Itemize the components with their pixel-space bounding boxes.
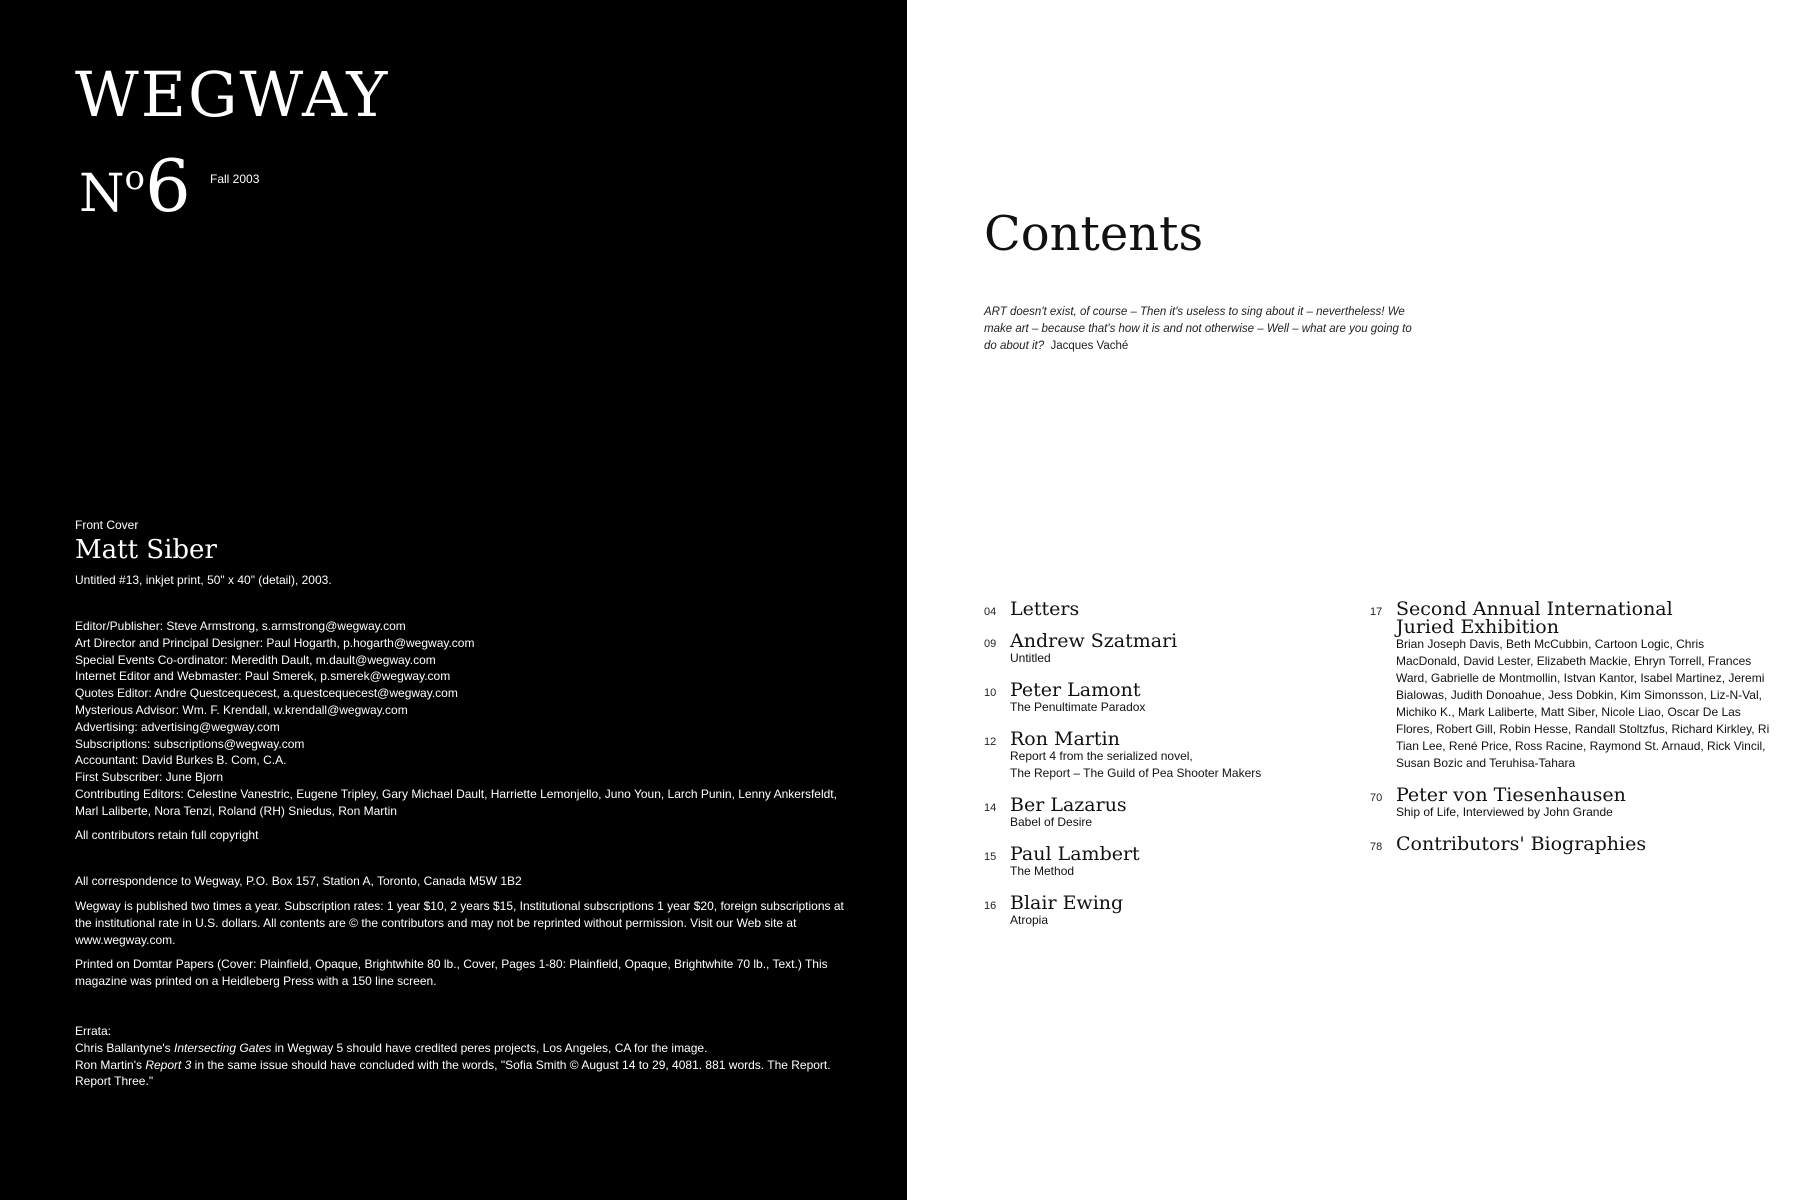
toc-entry-title: Ber Lazarus — [1010, 794, 1127, 816]
toc-page-number: 10 — [984, 687, 997, 699]
toc-entry[interactable] — [984, 600, 1324, 618]
front-cover-label: Front Cover — [75, 518, 139, 532]
toc-entry-title: Ron Martin — [1010, 728, 1120, 750]
correspondence-address: All correspondence to Wegway, P.O. Box 157, Station A, Toronto, Canada M5W 1B2 — [75, 874, 522, 888]
errata-text: in the same issue should have concluded with the words, "Sofia Smith © August 14 to 29, 4081. 881 words. The Report. Report Three." — [75, 1057, 831, 1089]
toc-page-number: 17 — [1370, 606, 1383, 618]
toc-entry-subtitle: Report 4 from the serialized novel, — [1010, 749, 1193, 763]
staff-line: Mysterious Advisor: Wm. F. Krendall, w.krendall@wegway.com — [75, 702, 408, 717]
toc-entry[interactable] — [1370, 835, 1770, 853]
errata-title: Report 3 — [145, 1057, 192, 1072]
toc-entry[interactable] — [984, 681, 1324, 716]
toc-entry-subtitle: The Method — [1010, 864, 1075, 878]
toc-entry[interactable] — [984, 796, 1324, 831]
toc-page-number: 14 — [984, 802, 997, 814]
toc-entry[interactable] — [984, 894, 1324, 929]
toc-entry-title: Second Annual International Juried Exhibition — [1396, 598, 1673, 638]
staff-line: Advertising: advertising@wegway.com — [75, 719, 280, 734]
toc-page-number: 70 — [1370, 792, 1383, 804]
toc-entry[interactable] — [1370, 786, 1770, 821]
copyright-note: All contributors retain full copyright — [75, 828, 259, 842]
toc-page-number: 09 — [984, 638, 997, 650]
errata-text: Chris Ballantyne's — [75, 1040, 174, 1055]
toc-page-number: 15 — [984, 851, 997, 863]
issue-no-n: N — [79, 164, 125, 224]
toc-page-number: 04 — [984, 606, 997, 618]
staff-line: Contributing Editors: Celestine Vanestric, Eugene Tripley, Gary Michael Dault, Harriette Lemonjello, Juno Youn, Larch Punin, Lenny Ankersfeldt, Marl Laliberte, Nora Tenzi, Roland (RH) Sniedus, Ron Martin — [75, 786, 837, 818]
errata — [75, 1023, 855, 1090]
staff-line: Internet Editor and Webmaster: Paul Smerek, p.smerek@wegway.com — [75, 669, 451, 684]
errata-text: Ron Martin's — [75, 1057, 146, 1072]
toc-entry-title: Andrew Szatmari — [1010, 630, 1178, 652]
toc-entry-subtitle: Ship of Life, Interviewed by John Grande — [1396, 805, 1613, 819]
toc-column-left — [984, 600, 1324, 929]
toc-entry[interactable] — [984, 845, 1324, 880]
toc-column-right — [1370, 600, 1770, 853]
errata-line — [75, 1057, 855, 1091]
epigraph-author: Jacques Vaché — [1050, 340, 1129, 352]
staff-line: Editor/Publisher: Steve Armstrong, s.armstrong@wegway.com — [75, 619, 406, 633]
toc-entry-title: Peter Lamont — [1010, 679, 1141, 701]
staff-list — [75, 618, 855, 820]
toc-entry[interactable] — [984, 730, 1324, 782]
errata-title: Intersecting Gates — [174, 1040, 272, 1055]
toc-page-number: 78 — [1370, 841, 1383, 853]
staff-line: Special Events Co-ordinator: Meredith Dault, m.dault@wegway.com — [75, 652, 436, 667]
issue-no-o: o — [124, 158, 145, 198]
issue-num: 6 — [144, 144, 191, 228]
staff-line: Accountant: David Burkes B. Com, C.A. — [75, 753, 287, 768]
errata-text: in Wegway 5 should have credited peres projects, Los Angeles, CA for the image. — [271, 1040, 708, 1055]
staff-line: Art Director and Principal Designer: Paul Hogarth, p.hogarth@wegway.com — [75, 635, 475, 650]
staff-line: Quotes Editor: Andre Questcequecest, a.questcequecest@wegway.com — [75, 686, 458, 701]
toc-entry-title: Paul Lambert — [1010, 843, 1140, 865]
contents-page — [907, 0, 1800, 1200]
toc-entry-title: Blair Ewing — [1010, 892, 1124, 914]
magazine-title: WEGWAY — [75, 58, 390, 131]
cover-artist: Matt Siber — [75, 535, 217, 565]
toc-entry-subtitle: The Report – The Guild of Pea Shooter Makers — [1010, 766, 1262, 780]
cover-description: Untitled #13, inkjet print, 50" x 40" (detail), 2003. — [75, 573, 332, 587]
toc-entry-subtitle: Untitled — [1010, 651, 1051, 665]
toc-entry-subtitle: Atropia — [1010, 913, 1049, 927]
errata-label: Errata: — [75, 1024, 112, 1038]
toc-entry-subtitle: Brian Joseph Davis, Beth McCubbin, Cartoon Logic, Chris MacDonald, David Lester, Elizabeth Mackie, Ehryn Torrell, Frances Ward, Gabrielle de Montmollin, Istvan Kantor, Isabel Martinez, Jeremi Bialowas, Judith Donoahue, Jess Dobkin, Kim Simonsson, Liz-N-Val, Michiko K., Mark Laliberte, Matt Siber, Nicole Liao, Oscar De Las Flores, Robert Gill, Robin Hesse, Randall Stoltzfus, Richard Kirkley, Ri Tian Lee, René Price, Ross Racine, Raymond St. Arnaud, Rick Vincil, Susan Bozic and Teruhisa-Tahara — [1396, 637, 1770, 770]
staff-line: First Subscriber: June Bjorn — [75, 770, 224, 785]
toc-entry[interactable] — [984, 632, 1324, 667]
toc-entry-subtitle: Babel of Desire — [1010, 815, 1093, 829]
toc-entry[interactable] — [1370, 600, 1770, 772]
toc-page-number: 16 — [984, 900, 997, 912]
toc-entry-subtitle: The Penultimate Paradox — [1010, 700, 1146, 714]
issue-date: Fall 2003 — [210, 172, 260, 186]
printing-info: Printed on Domtar Papers (Cover: Plainfield, Opaque, Brightwhite 80 lb., Cover, Pages 1-80: Plainfield, Opaque, Brightwhite 70 lb., Text.) This magazine was printed on a Heidleberg Press with a 150 line screen. — [75, 957, 828, 988]
staff-line: Subscriptions: subscriptions@wegway.com — [75, 736, 305, 751]
toc-entry-title: Letters — [1010, 598, 1080, 620]
errata-line — [75, 1040, 855, 1057]
contents-title: Contents — [984, 206, 1204, 262]
issue-number — [79, 144, 191, 228]
toc-page-number: 12 — [984, 736, 997, 748]
toc-entry-title: Peter von Tiesenhausen — [1396, 784, 1626, 806]
epigraph-quote: ART doesn't exist, of course – Then it's useless to sing about it – nevertheless! We make art – because that's how it is and not otherwise – Well – what are you going to do about it? — [984, 306, 1412, 352]
toc-entry-title: Contributors' Biographies — [1396, 833, 1647, 855]
publication-info: Wegway is published two times a year. Subscription rates: 1 year $10, 2 years $15, Institutional subscriptions 1 year $20, foreign subscriptions at the institutional rate in U.S. dollars. All contents are © the contributors and may not be reprinted without permission. Visit our Web site at www.wegway.com. — [75, 899, 844, 947]
epigraph — [984, 304, 1424, 355]
